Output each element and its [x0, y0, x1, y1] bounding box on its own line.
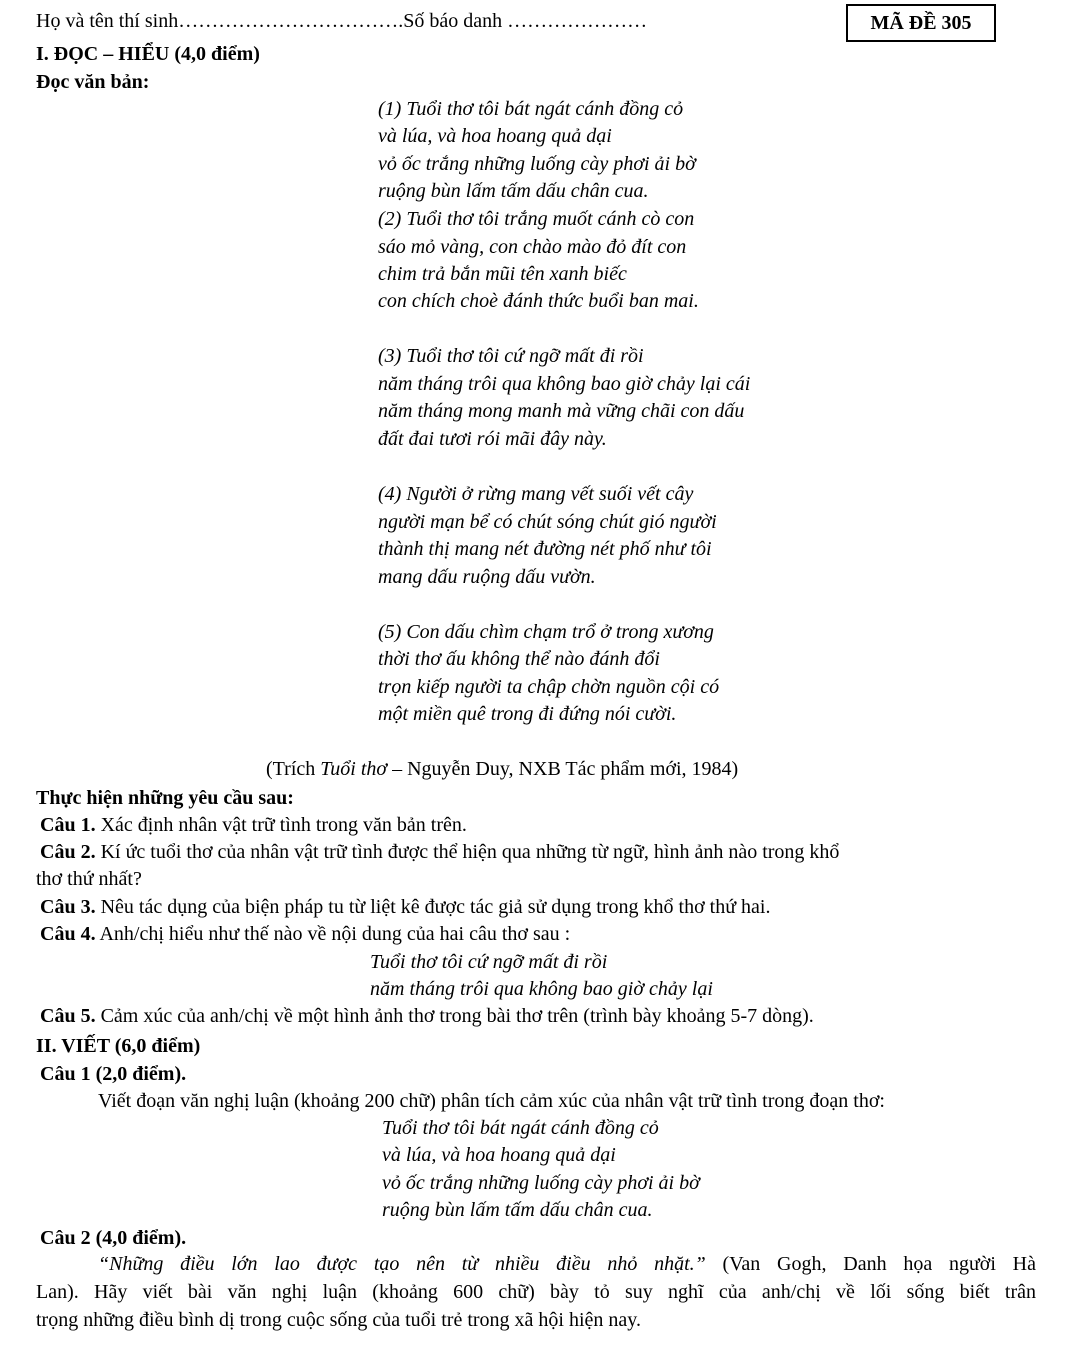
c1-quote-line: Tuổi thơ tôi bát ngát cánh đồng cỏ	[382, 1117, 659, 1139]
source-title: Tuổi thơ	[320, 758, 388, 780]
poem-line: một miền quê trong đi đứng nói cười.	[378, 703, 677, 725]
poem-line: vỏ ốc trắng những luống cày phơi ải bờ	[378, 153, 696, 175]
section2-title: II. VIẾT (6,0 điểm)	[36, 1035, 201, 1057]
q4-label: Câu 4.	[40, 923, 96, 945]
poem-line: (3) Tuổi thơ tôi cứ ngỡ mất đi rồi	[378, 345, 644, 367]
poem-line: sáo mỏ vàng, con chào mào đỏ đít con	[378, 236, 687, 258]
source-open: (Trích	[266, 758, 321, 780]
q2-text: Kí ức tuổi thơ của nhân vật trữ tình được thể hiện qua những từ ngữ, hình ảnh nào trong khổ	[95, 841, 840, 863]
poem-line: con chích choè đánh thức buổi ban mai.	[378, 290, 699, 312]
poem-line: thành thị mang nét đường nét phố như tôi	[378, 538, 712, 560]
q2-label: Câu 2.	[40, 841, 96, 863]
c1-text: Viết đoạn văn nghị luận (khoảng 200 chữ) phân tích cảm xúc của nhân vật trữ tình trong đoạn thơ:	[98, 1090, 885, 1112]
section1-title: I. ĐỌC – HIỂU (4,0 điểm)	[36, 43, 260, 65]
poem-line: ruộng bùn lấm tấm dấu chân cua.	[378, 180, 649, 202]
c1-quote-line: ruộng bùn lấm tấm dấu chân cua.	[382, 1199, 653, 1221]
poem-line: trọn kiếp người ta chập chờn nguồn cội có	[378, 676, 720, 698]
question-2-cont: thơ thứ nhất?	[36, 868, 142, 890]
poem-line: đất đai tươi rói mãi đây này.	[378, 428, 607, 450]
q4-text: Anh/chị hiểu như thế nào về nội dung của hai câu thơ sau :	[95, 923, 571, 945]
c2-quote: “Những điều lớn lao được tạo nên từ nhiều điều nhỏ nhặt.”	[98, 1253, 706, 1275]
question-2	[40, 840, 839, 864]
question-5	[40, 1004, 814, 1028]
q3-text: Nêu tác dụng của biện pháp tu từ liệt kê được tác giả sử dụng trong khổ thơ thứ hai.	[95, 896, 771, 918]
question-1	[40, 813, 467, 837]
poem-line: mang dấu ruộng dấu vườn.	[378, 566, 596, 588]
q1-text: Xác định nhân vật trữ tình trong văn bản trên.	[95, 814, 467, 836]
question-4	[40, 922, 570, 946]
c1-label: Câu 1 (2,0 điểm).	[40, 1063, 187, 1085]
question-3	[40, 895, 771, 919]
poem-line: (4) Người ở rừng mang vết suối vết cây	[378, 483, 694, 505]
candidate-info: Họ và tên thí sinh…………………………….Số báo danh …………………	[36, 10, 648, 32]
c2-line-2: Lan). Hãy viết bài văn nghị luận (khoảng 600 chữ) bày tỏ suy nghĩ của anh/chị về lối sống biết trân	[36, 1281, 1036, 1303]
poem-source	[266, 757, 738, 781]
poem-line: người mạn bể có chút sóng chút gió người	[378, 511, 717, 533]
q5-text: Cảm xúc của anh/chị về một hình ảnh thơ trong bài thơ trên (trình bày khoảng 5-7 dòng).	[95, 1005, 814, 1027]
poem-line: năm tháng mong manh mà vững chãi con dấu	[378, 400, 745, 422]
poem-line: (5) Con dấu chìm chạm trổ ở trong xương	[378, 621, 714, 643]
c1-quote-line: và lúa, và hoa hoang quả dại	[382, 1144, 616, 1166]
q5-label: Câu 5.	[40, 1005, 96, 1027]
q3-label: Câu 3.	[40, 896, 96, 918]
read-label: Đọc văn bản:	[36, 71, 150, 93]
c1-quote-line: vỏ ốc trắng những luống cày phơi ải bờ	[382, 1172, 700, 1194]
exam-code-box: MÃ ĐỀ 305	[846, 4, 996, 42]
c2-line-3: trọng những điều bình dị trong cuộc sống của tuổi trẻ trong xã hội hiện nay.	[36, 1309, 641, 1331]
poem-line: năm tháng trôi qua không bao giờ chảy lại cái	[378, 373, 751, 395]
q4-quote-line: Tuổi thơ tôi cứ ngỡ mất đi rồi	[370, 951, 608, 973]
poem-line: (1) Tuổi thơ tôi bát ngát cánh đồng cỏ	[378, 98, 684, 120]
c2-line1-rest: (Van Gogh, Danh họa người Hà	[705, 1253, 1036, 1275]
poem-line: và lúa, và hoa hoang quả dại	[378, 125, 612, 147]
poem-line: (2) Tuổi thơ tôi trắng muốt cánh cò con	[378, 208, 695, 230]
tasks-heading: Thực hiện những yêu cầu sau:	[36, 787, 294, 809]
poem-line: thời thơ ấu không thể nào đánh đổi	[378, 648, 660, 670]
source-rest: – Nguyễn Duy, NXB Tác phẩm mới, 1984)	[387, 758, 739, 780]
c2-label: Câu 2 (4,0 điểm).	[40, 1227, 187, 1249]
poem-line: chim trả bắn mũi tên xanh biếc	[378, 263, 627, 285]
c2-line-1	[98, 1252, 1036, 1276]
q1-label: Câu 1.	[40, 814, 96, 836]
q4-quote-line: năm tháng trôi qua không bao giờ chảy lại	[370, 978, 713, 1000]
